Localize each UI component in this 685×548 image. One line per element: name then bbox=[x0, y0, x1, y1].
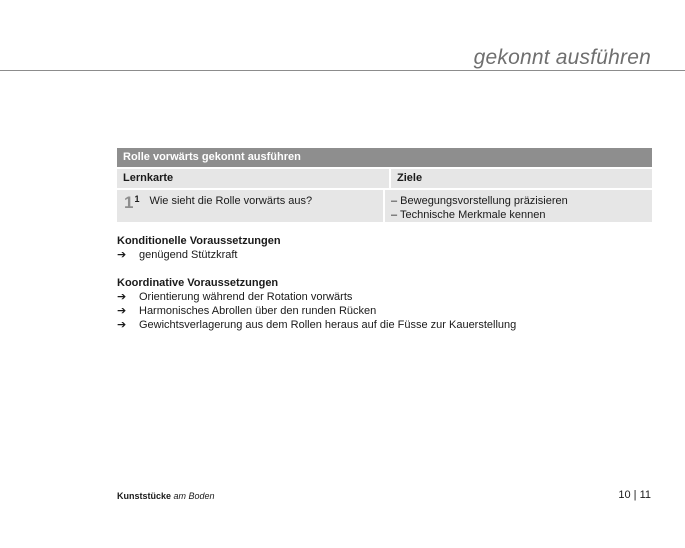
card-row bbox=[117, 190, 652, 222]
goal-item: – Technische Merkmale kennen bbox=[391, 209, 546, 221]
arrow-right-icon: ➔ bbox=[117, 291, 127, 303]
card-header-row bbox=[117, 169, 652, 188]
section-title: Konditionelle Voraussetzungen bbox=[117, 235, 281, 247]
card-cell-question bbox=[117, 190, 383, 222]
arrow-right-icon: ➔ bbox=[117, 249, 127, 261]
list-item bbox=[117, 248, 281, 262]
footer-title bbox=[117, 491, 215, 501]
card-title: Rolle vorwärts gekonnt ausführen bbox=[117, 148, 652, 167]
list-item-text: genügend Stützkraft bbox=[139, 249, 238, 261]
arrow-right-icon: ➔ bbox=[117, 305, 127, 317]
list-item-text: Orientierung während der Rotation vorwärts bbox=[139, 291, 353, 303]
footer-subtitle: am Boden bbox=[173, 491, 215, 501]
list-item bbox=[117, 290, 516, 304]
list-item-text: Harmonisches Abrollen über den runden Rücken bbox=[139, 305, 377, 317]
card-question: Wie sieht die Rolle vorwärts aus? bbox=[149, 195, 313, 207]
arrow-right-icon: ➔ bbox=[117, 319, 127, 331]
section-konditionelle bbox=[117, 234, 281, 262]
list-item-text: Gewichtsverlagerung aus dem Rollen heraus auf die Füsse zur Kauerstellung bbox=[139, 319, 517, 331]
card-number: 1 bbox=[124, 193, 134, 212]
learning-card-table bbox=[117, 148, 652, 222]
card-sub-number: 1 bbox=[134, 194, 140, 204]
list-item bbox=[117, 318, 516, 332]
footer-brand: Kunststücke bbox=[117, 491, 172, 501]
header-divider bbox=[0, 70, 685, 71]
section-koordinative bbox=[117, 276, 516, 332]
goal-item: – Bewegungsvorstellung präzisieren bbox=[391, 195, 568, 207]
page-numbers: 10 | 11 bbox=[618, 489, 651, 501]
section-title: Koordinative Voraussetzungen bbox=[117, 277, 279, 289]
page-header-title: gekonnt ausführen bbox=[473, 46, 651, 69]
list-item bbox=[117, 304, 516, 318]
column-header-ziele: Ziele bbox=[391, 169, 652, 188]
card-cell-goals bbox=[385, 190, 652, 222]
column-header-lernkarte: Lernkarte bbox=[117, 169, 389, 188]
